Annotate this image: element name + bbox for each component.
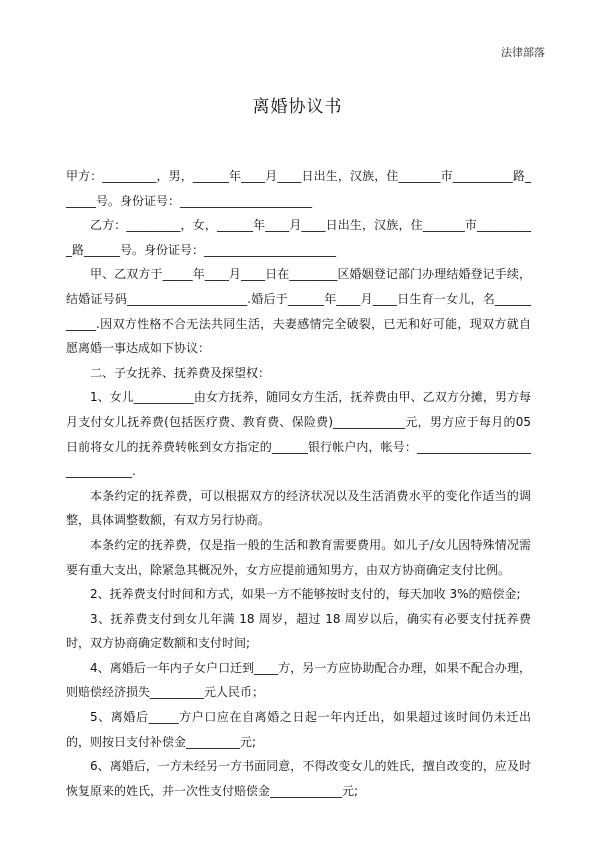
header-source-label: 法律部落 <box>501 46 545 59</box>
document-title: 离婚协议书 <box>252 97 343 117</box>
clause-1-paragraph: 1、女儿__________由女方抚养，随同女方生活，抚养费由甲、乙双方分摊，男方每月支付女儿抚养费(包括医疗费、教育费、保险费)____________元，男方应于每月的05日前将女儿的抚养费转帐到女方指定的______银行帐户内，帐号：______________________________. <box>66 390 531 479</box>
adjustment-paragraph: 本条约定的抚养费，可以根据双方的经济状况以及生活消费水平的变化作适当的调整，具体调整数额，有双方另行协商。 <box>66 488 531 528</box>
special-expense-paragraph: 本条约定的抚养费，仅是指一般的生活和教育需要费用。如儿子/女儿因特殊情况需要有重大支出，除紧急其概况外，女方应提前通知男方，由双方协商确定支付比例。 <box>66 537 531 577</box>
clause-5-paragraph: 5、离婚后_____方户口应在自离婚之日起一年内迁出，如果超过该时间仍未迁出的，则按日支付补偿金_________元; <box>66 710 531 749</box>
clause-2-paragraph: 2、抚养费支付时间和方式，如果一方不能够按时支付的，每天加收 3%的赔偿金; <box>90 587 521 602</box>
marriage-facts-paragraph: 甲、乙双方于_____年____月____日在________区婚姻登记部门办理结婚登记手续，结婚证号码____________________.婚后于______年____月____日生育一女儿，名___________.因双方性格不合无法共同生活，夫妻感情完全破裂，已无和好可能，现双方就自愿离婚一事达成如下协议： <box>66 267 531 356</box>
party-b-paragraph: 乙方：_________，女，______年____月____日出生，汉族，住_______市__________路______号。身份证号：______________________ <box>66 218 531 257</box>
clause-3-paragraph: 3、抚养费支付到女儿年满 18 周岁，超过 18 周岁以后，确实有必要支付抚养费时，双方协商确定数额和支付时间; <box>66 611 531 651</box>
document-body <box>66 164 531 803</box>
clause-6-paragraph: 6、离婚后，一方未经另一方书面同意，不得改变女儿的姓氏，擅自改变的，应及时恢复原来的姓氏，并一次性支付赔偿金____________元; <box>66 759 531 798</box>
party-a-paragraph: 甲方：_________，男，______年____月____日出生，汉族，住_______市__________路______号。身份证号：______________________ <box>66 169 531 208</box>
clause-4-paragraph: 4、离婚后一年内子女户口迁到____方，另一方应协助配合办理，如果不配合办理，则赔偿经济损失_________元人民币； <box>66 660 531 700</box>
section-heading-child-support: 二、子女抚养、抚养费及探望权： <box>90 365 271 380</box>
